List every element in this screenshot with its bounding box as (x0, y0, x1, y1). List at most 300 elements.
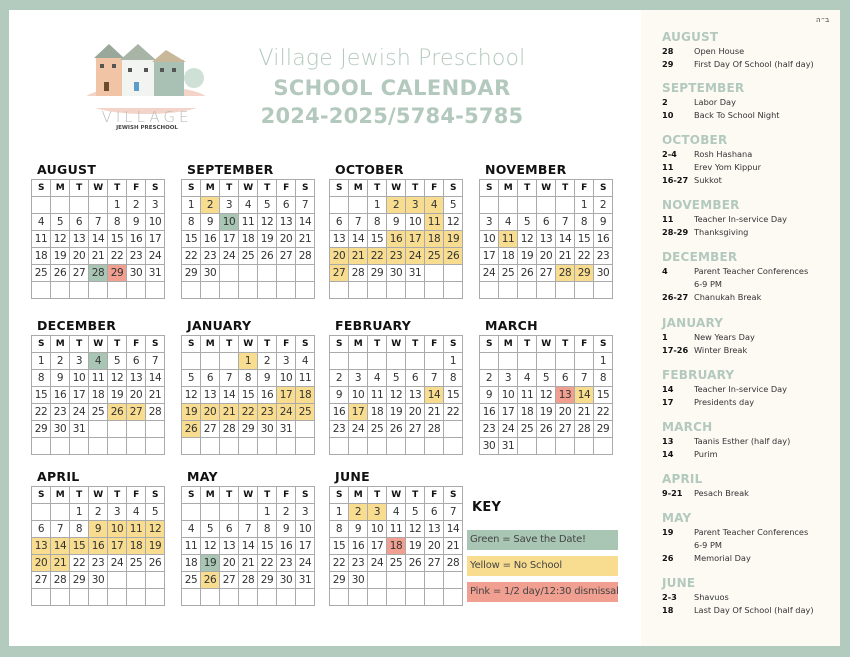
day-cell: 6 (406, 370, 425, 387)
month-grid (329, 486, 463, 606)
empty-cell (182, 282, 201, 299)
event-text: New Years Day (694, 332, 755, 342)
empty-cell (556, 282, 575, 299)
day-cell: 2 (127, 197, 146, 214)
month-grid (181, 486, 315, 606)
empty-cell (239, 589, 258, 606)
weekday-header: T (70, 487, 89, 504)
day-cell: 17 (480, 248, 499, 265)
empty-cell (146, 438, 165, 455)
day-cell: 14 (444, 521, 463, 538)
day-cell: 3 (108, 504, 127, 521)
day-cell: 14 (349, 231, 368, 248)
empty-cell (349, 353, 368, 370)
day-cell: 20 (537, 248, 556, 265)
day-cell: 2 (387, 197, 406, 214)
day-cell: 15 (70, 538, 89, 555)
weekday-header: T (368, 487, 387, 504)
weekday-header: S (32, 336, 51, 353)
empty-cell (51, 197, 70, 214)
weekday-header: T (556, 180, 575, 197)
empty-cell (330, 589, 349, 606)
event-row (662, 604, 837, 617)
day-cell: 28 (349, 265, 368, 282)
empty-cell (594, 282, 613, 299)
weekday-header: S (296, 487, 315, 504)
day-cell: 14 (51, 538, 70, 555)
empty-cell (89, 438, 108, 455)
empty-cell (70, 589, 89, 606)
day-cell: 26 (444, 248, 463, 265)
day-cell: 4 (127, 504, 146, 521)
day-cell: 12 (258, 214, 277, 231)
calendar-title: SCHOOL CALENDAR (273, 76, 511, 100)
weekday-header: W (89, 487, 108, 504)
empty-cell (425, 572, 444, 589)
logo-word: VILLAGE (101, 108, 193, 126)
event-text: First Day Of School (half day) (694, 59, 814, 69)
day-cell: 4 (368, 370, 387, 387)
weekday-header: M (499, 336, 518, 353)
day-cell: 22 (182, 248, 201, 265)
day-cell: 1 (575, 197, 594, 214)
empty-cell (182, 504, 201, 521)
day-cell: 4 (89, 353, 108, 370)
empty-cell (108, 589, 127, 606)
empty-cell (330, 197, 349, 214)
weekday-header: S (480, 180, 499, 197)
day-cell: 20 (32, 555, 51, 572)
month-grid (479, 179, 613, 299)
empty-cell (146, 589, 165, 606)
day-cell: 29 (330, 572, 349, 589)
empty-cell (406, 353, 425, 370)
day-cell: 30 (277, 572, 296, 589)
weekday-header: W (89, 180, 108, 197)
weekday-header: T (406, 336, 425, 353)
weekday-header: T (220, 336, 239, 353)
empty-cell (277, 589, 296, 606)
empty-cell (32, 197, 51, 214)
day-cell: 10 (480, 231, 499, 248)
weekday-header: T (518, 336, 537, 353)
empty-cell (387, 353, 406, 370)
weekday-header: F (127, 336, 146, 353)
empty-cell (108, 282, 127, 299)
empty-cell (239, 438, 258, 455)
day-cell: 5 (444, 197, 463, 214)
month-title: MARCH (485, 318, 538, 333)
day-cell: 28 (575, 421, 594, 438)
day-cell: 27 (32, 572, 51, 589)
day-cell: 13 (556, 387, 575, 404)
empty-cell (425, 438, 444, 455)
day-cell: 8 (239, 370, 258, 387)
weekday-header: M (51, 336, 70, 353)
empty-cell (575, 438, 594, 455)
day-cell: 26 (387, 421, 406, 438)
day-cell: 28 (444, 555, 463, 572)
empty-cell (425, 282, 444, 299)
empty-cell (444, 438, 463, 455)
day-cell: 7 (51, 521, 70, 538)
day-cell: 29 (368, 265, 387, 282)
month-title: DECEMBER (37, 318, 117, 333)
day-cell: 7 (89, 214, 108, 231)
day-cell: 22 (368, 248, 387, 265)
day-cell: 27 (220, 572, 239, 589)
day-cell: 15 (444, 387, 463, 404)
day-cell: 9 (277, 521, 296, 538)
day-cell: 4 (32, 214, 51, 231)
event-text: Teacher In-service Day (694, 214, 788, 224)
empty-cell (368, 282, 387, 299)
weekday-header: S (444, 336, 463, 353)
day-cell: 21 (51, 555, 70, 572)
empty-cell (368, 438, 387, 455)
day-cell: 13 (201, 387, 220, 404)
sidebar-month-march (662, 420, 837, 461)
sidebar-month-may (662, 511, 837, 565)
day-cell: 6 (556, 370, 575, 387)
event-row (662, 161, 837, 174)
weekday-header: M (499, 180, 518, 197)
day-cell: 30 (127, 265, 146, 282)
event-row (662, 591, 837, 604)
weekday-header: S (146, 180, 165, 197)
event-date: 26-27 (662, 292, 689, 302)
weekday-header: W (387, 487, 406, 504)
weekday-header: W (537, 180, 556, 197)
month-title: MAY (187, 469, 218, 484)
day-cell: 20 (277, 231, 296, 248)
day-cell: 2 (258, 353, 277, 370)
event-row (662, 96, 837, 109)
empty-cell (201, 282, 220, 299)
day-cell: 22 (32, 404, 51, 421)
month-june (329, 468, 463, 606)
month-title: JUNE (335, 469, 371, 484)
day-cell: 14 (220, 387, 239, 404)
day-cell: 23 (51, 404, 70, 421)
day-cell: 8 (258, 521, 277, 538)
event-row (662, 487, 837, 500)
day-cell: 19 (182, 404, 201, 421)
day-cell: 5 (146, 504, 165, 521)
day-cell: 25 (518, 421, 537, 438)
day-cell: 23 (277, 555, 296, 572)
day-cell: 30 (594, 265, 613, 282)
empty-cell (499, 282, 518, 299)
day-cell: 23 (349, 555, 368, 572)
day-cell: 14 (89, 231, 108, 248)
day-cell: 15 (32, 387, 51, 404)
day-cell: 7 (296, 197, 315, 214)
day-cell: 31 (499, 438, 518, 455)
day-cell: 22 (70, 555, 89, 572)
empty-cell (32, 282, 51, 299)
weekday-header: W (239, 180, 258, 197)
day-cell: 7 (220, 370, 239, 387)
event-row (662, 552, 837, 565)
weekday-header: S (594, 336, 613, 353)
day-cell: 2 (277, 504, 296, 521)
day-cell: 26 (51, 265, 70, 282)
event-text: Purim (694, 449, 718, 459)
event-date: 2-3 (662, 592, 677, 602)
key-yellow: Yellow = No School (467, 556, 618, 576)
event-date: 1 (662, 332, 668, 342)
event-date: 14 (662, 449, 674, 459)
empty-cell (277, 265, 296, 282)
day-cell: 26 (182, 421, 201, 438)
weekday-header: S (182, 180, 201, 197)
day-cell: 3 (70, 353, 89, 370)
weekday-header: S (330, 487, 349, 504)
empty-cell (277, 282, 296, 299)
empty-cell (239, 504, 258, 521)
day-cell: 9 (89, 521, 108, 538)
empty-cell (480, 282, 499, 299)
day-cell: 7 (425, 370, 444, 387)
event-text: Taanis Esther (half day) (694, 436, 791, 446)
day-cell: 22 (239, 404, 258, 421)
day-cell: 10 (220, 214, 239, 231)
day-cell: 4 (387, 504, 406, 521)
month-february (329, 317, 463, 455)
event-row (662, 213, 837, 226)
sidebar-month-name: JUNE (662, 576, 696, 590)
day-cell: 15 (108, 231, 127, 248)
day-cell: 2 (330, 370, 349, 387)
day-cell: 25 (89, 404, 108, 421)
empty-cell (146, 572, 165, 589)
day-cell: 6 (220, 521, 239, 538)
day-cell: 15 (330, 538, 349, 555)
weekday-header: M (51, 487, 70, 504)
day-cell: 31 (406, 265, 425, 282)
weekday-header: M (51, 180, 70, 197)
day-cell: 12 (201, 538, 220, 555)
day-cell: 3 (406, 197, 425, 214)
empty-cell (518, 197, 537, 214)
day-cell: 24 (70, 404, 89, 421)
day-cell: 3 (146, 197, 165, 214)
empty-cell (444, 421, 463, 438)
event-date: 29 (662, 59, 674, 69)
day-cell: 24 (349, 421, 368, 438)
weekday-header: F (425, 336, 444, 353)
month-grid (181, 335, 315, 455)
day-cell: 18 (239, 231, 258, 248)
day-cell: 21 (556, 248, 575, 265)
empty-cell (518, 282, 537, 299)
day-cell: 5 (258, 197, 277, 214)
day-cell: 25 (425, 248, 444, 265)
month-september (181, 161, 315, 299)
empty-cell (537, 438, 556, 455)
empty-cell (368, 353, 387, 370)
day-cell: 29 (594, 421, 613, 438)
day-cell: 16 (387, 231, 406, 248)
sidebar-month-name: NOVEMBER (662, 198, 740, 212)
day-cell: 23 (594, 248, 613, 265)
day-cell: 19 (258, 231, 277, 248)
empty-cell (201, 438, 220, 455)
day-cell: 13 (277, 214, 296, 231)
day-cell: 1 (108, 197, 127, 214)
sidebar-month-january (662, 316, 837, 357)
weekday-header: S (146, 336, 165, 353)
key-green: Green = Save the Date! (467, 530, 618, 550)
month-title: OCTOBER (335, 162, 404, 177)
event-row (662, 539, 837, 552)
weekday-header: T (70, 180, 89, 197)
day-cell: 21 (220, 404, 239, 421)
event-row (662, 435, 837, 448)
event-date: 11 (662, 214, 674, 224)
day-cell: 10 (499, 387, 518, 404)
empty-cell (387, 438, 406, 455)
event-text: Winter Break (694, 345, 748, 355)
day-cell: 17 (70, 387, 89, 404)
empty-cell (89, 589, 108, 606)
event-row (662, 396, 837, 409)
day-cell: 27 (277, 248, 296, 265)
day-cell: 25 (182, 572, 201, 589)
day-cell: 17 (146, 231, 165, 248)
day-cell: 11 (368, 387, 387, 404)
empty-cell (425, 589, 444, 606)
empty-cell (296, 438, 315, 455)
sidebar-month-name: MARCH (662, 420, 713, 434)
event-text: Shavuos (694, 592, 729, 602)
empty-cell (368, 572, 387, 589)
day-cell: 26 (258, 248, 277, 265)
day-cell: 9 (330, 387, 349, 404)
empty-cell (518, 353, 537, 370)
day-cell: 19 (537, 404, 556, 421)
day-cell: 3 (277, 353, 296, 370)
weekday-header: S (296, 180, 315, 197)
day-cell: 24 (277, 404, 296, 421)
month-january (181, 317, 315, 455)
day-cell: 24 (220, 248, 239, 265)
day-cell: 9 (387, 214, 406, 231)
month-may (181, 468, 315, 606)
event-text: Chanukah Break (694, 292, 762, 302)
weekday-header: F (127, 180, 146, 197)
day-cell: 21 (575, 404, 594, 421)
weekday-header: S (32, 180, 51, 197)
day-cell: 11 (182, 538, 201, 555)
day-cell: 21 (349, 248, 368, 265)
empty-cell (51, 438, 70, 455)
day-cell: 18 (368, 404, 387, 421)
event-text: Last Day Of School (half day) (694, 605, 814, 615)
event-text: Back To School Night (694, 110, 780, 120)
day-cell: 15 (182, 231, 201, 248)
day-cell: 29 (182, 265, 201, 282)
day-cell: 15 (575, 231, 594, 248)
weekday-header: F (425, 487, 444, 504)
day-cell: 11 (499, 231, 518, 248)
month-grid (31, 179, 165, 299)
day-cell: 6 (425, 504, 444, 521)
empty-cell (349, 438, 368, 455)
day-cell: 28 (556, 265, 575, 282)
empty-cell (425, 265, 444, 282)
day-cell: 1 (70, 504, 89, 521)
day-cell: 15 (239, 387, 258, 404)
empty-cell (146, 282, 165, 299)
day-cell: 13 (220, 538, 239, 555)
day-cell: 22 (594, 404, 613, 421)
day-cell: 26 (201, 572, 220, 589)
day-cell: 29 (575, 265, 594, 282)
weekday-header: W (537, 336, 556, 353)
empty-cell (182, 589, 201, 606)
day-cell: 5 (518, 214, 537, 231)
weekday-header: M (349, 336, 368, 353)
day-cell: 23 (201, 248, 220, 265)
empty-cell (51, 504, 70, 521)
weekday-header: S (182, 487, 201, 504)
month-title: NOVEMBER (485, 162, 567, 177)
event-row (662, 265, 837, 278)
sidebar-month-name: AUGUST (662, 30, 719, 44)
day-cell: 10 (70, 370, 89, 387)
weekday-header: W (387, 180, 406, 197)
empty-cell (108, 421, 127, 438)
empty-cell (89, 421, 108, 438)
day-cell: 30 (480, 438, 499, 455)
empty-cell (220, 438, 239, 455)
event-row (662, 174, 837, 187)
day-cell: 27 (330, 265, 349, 282)
day-cell: 14 (575, 387, 594, 404)
day-cell: 6 (32, 521, 51, 538)
day-cell: 28 (239, 572, 258, 589)
day-cell: 10 (349, 387, 368, 404)
empty-cell (32, 504, 51, 521)
day-cell: 27 (127, 404, 146, 421)
day-cell: 24 (406, 248, 425, 265)
day-cell: 5 (201, 521, 220, 538)
day-cell: 18 (518, 404, 537, 421)
day-cell: 17 (277, 387, 296, 404)
event-row (662, 526, 837, 539)
empty-cell (575, 282, 594, 299)
day-cell: 20 (406, 404, 425, 421)
empty-cell (127, 589, 146, 606)
month-april (31, 468, 165, 606)
day-cell: 3 (349, 370, 368, 387)
day-cell: 8 (70, 521, 89, 538)
day-cell: 12 (444, 214, 463, 231)
day-cell: 17 (368, 538, 387, 555)
day-cell: 9 (349, 521, 368, 538)
event-date: 2-4 (662, 149, 677, 159)
empty-cell (444, 589, 463, 606)
event-date: 16-27 (662, 175, 689, 185)
empty-cell (556, 197, 575, 214)
month-grid (329, 179, 463, 299)
day-cell: 1 (239, 353, 258, 370)
weekday-header: W (239, 336, 258, 353)
empty-cell (277, 438, 296, 455)
weekday-header: M (349, 180, 368, 197)
